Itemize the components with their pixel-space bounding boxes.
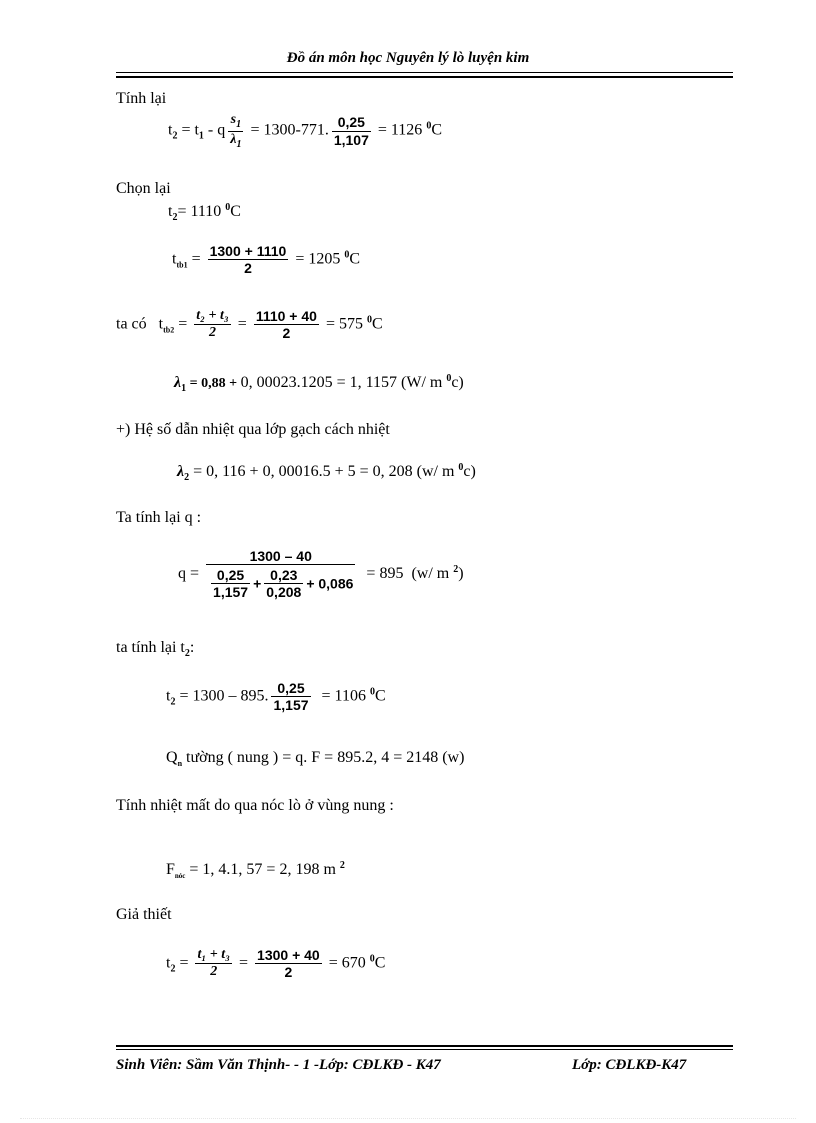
eq8-deg: 0 [369, 686, 375, 698]
eq3-b: = [187, 250, 205, 268]
eq1-g-den: 1,107 [333, 131, 369, 148]
eq8-b: = 1300 – 895. [175, 687, 269, 705]
eq11-t: t [166, 954, 171, 972]
eq11-deg: 0 [369, 953, 375, 965]
eq11-fraction-symbolic [195, 947, 232, 980]
eq3-frac-num: 1300 + 1110 [209, 243, 287, 259]
eq4-f2-den: 2 [282, 325, 291, 342]
eq11-f2-num: 1300 + 40 [257, 947, 320, 963]
eq2-deg: 0 [225, 202, 231, 213]
eq1-t-sub: 2 [172, 130, 178, 142]
eq4-t-sub: tb2 [163, 325, 175, 335]
eq1-c: - q [203, 121, 226, 139]
eq3-frac-den: 2 [244, 260, 252, 277]
l5-text: ta tính lại t [116, 639, 185, 656]
eq8-t: t [166, 687, 171, 705]
eq11-d: = 670 [324, 954, 370, 972]
eq5-c: 0, 00023.1205 = 1, 1157 (W/ m [240, 374, 447, 391]
eq8-t-sub: 2 [170, 696, 176, 708]
eq7-num: 1300 – 40 [206, 548, 355, 565]
eq7-b: = 895 (w/ m [358, 565, 454, 583]
eq4-fraction-values [254, 308, 319, 341]
eq7-fraction [206, 548, 355, 600]
eq7-plus2: + 0,086 [306, 575, 354, 592]
footer-right: Lớp: CĐLKĐ-K47 [572, 1057, 687, 1073]
eq7-d2-num: 0,23 [264, 567, 303, 584]
page-edge-dotted-line [20, 1118, 796, 1119]
footer-left: Sinh Viên: Sầm Văn Thịnh- - 1 -Lớp: CĐLKĐ - K47 [116, 1057, 441, 1073]
eq8-unit: C [374, 687, 386, 705]
eq1-fraction-values [332, 114, 371, 147]
eq6-lambda: λ [177, 463, 185, 480]
equation-ttb1 [172, 243, 360, 276]
eq11-fraction-values [255, 947, 322, 980]
page-header-title: Đồ án môn học Nguyên lý lò luyện kim [286, 50, 530, 66]
eq4-f2-num: 1110 + 40 [255, 308, 317, 324]
eq1-g-num: 0,25 [332, 114, 371, 131]
eq2-t: t [168, 203, 173, 220]
eq10-sq: 2 [339, 860, 345, 871]
text-ta-tinh-lai-q: Ta tính lại q : [116, 509, 202, 526]
equation-t2-recalc [166, 680, 386, 713]
equation-lambda1 [174, 373, 464, 394]
eq7-q: q = [178, 565, 204, 583]
equation-ttb2 [116, 308, 383, 341]
eq9-b: tường ( nung ) = q. F = 895.2, 4 = 2148 (w) [182, 749, 465, 766]
eq8-frac-den: 1,157 [273, 697, 309, 714]
eq2-b: = 1110 [177, 203, 226, 220]
eq7-d2-fraction [264, 567, 303, 600]
eq1-unit: C [431, 121, 442, 139]
eq1-frac-num-sub: 1 [236, 119, 242, 130]
eq11-f2-den: 2 [284, 964, 293, 981]
eq7-sq: 2 [453, 563, 459, 575]
eq11-t-sub: 2 [170, 963, 176, 975]
eq5-deg: 0 [446, 373, 452, 384]
eq6-deg: 0 [458, 462, 464, 473]
eq5-b: = 0,88 + [186, 376, 241, 391]
eq10-F: F [166, 861, 175, 878]
eq11-b: = [175, 954, 193, 972]
eq10-b: = 1, 4.1, 57 = 2, 198 m [185, 861, 340, 878]
eq2-t-sub: 2 [172, 212, 178, 223]
eq1-d: = 1300-771. [246, 121, 329, 139]
eq4-d: = 575 [321, 315, 367, 333]
eq4-b: = [174, 315, 192, 333]
eq8-fraction [271, 680, 310, 713]
eq5-lambda: λ [174, 374, 182, 391]
eq7-d2-den: 0,208 [266, 584, 302, 601]
eq3-t-sub: tb1 [176, 260, 188, 270]
equation-f-noc [166, 860, 345, 880]
eq1-b-sub: 1 [198, 130, 204, 142]
eq8-frac-num: 0,25 [271, 680, 310, 697]
eq1-frac-num: s [230, 112, 237, 127]
equation-q [178, 548, 464, 600]
eq4-c: = [233, 315, 251, 333]
equation-t2-assumed [166, 947, 385, 980]
eq1-fraction-s-lambda [228, 112, 243, 150]
eq7-plus1: + [253, 575, 262, 592]
eq4-deg: 0 [366, 314, 372, 326]
text-he-so-dan-nhiet: +) Hệ số dẫn nhiệt qua lớp gạch cách nhiệt [116, 421, 390, 438]
equation-lambda2 [177, 462, 476, 483]
eq5-lambda-sub: 1 [181, 383, 187, 394]
eq1-frac-den: λ [230, 131, 237, 147]
eq11-c: = [235, 954, 253, 972]
eq3-t: t [172, 250, 177, 268]
eq1-deg: 0 [426, 120, 432, 132]
eq7-d1-num: 0,25 [211, 567, 250, 584]
equation-t2-first [168, 112, 442, 150]
eq2-unit: C [230, 203, 241, 220]
eq6-lambda-sub: 2 [184, 472, 190, 483]
eq5-unit: c) [451, 374, 464, 391]
eq3-c: = 1205 [291, 250, 345, 268]
eq1-frac-den-sub: 1 [236, 138, 242, 150]
eq6-unit: c) [463, 463, 476, 480]
eq11-f1-num: t₁ + t₃ [195, 947, 232, 964]
text-chon-lai: Chọn lại [116, 180, 171, 197]
text-tinh-nhiet-mat: Tính nhiệt mất do qua nóc lò ở vùng nung : [116, 797, 394, 814]
eq7-unit: ) [458, 565, 464, 583]
eq4-fraction-symbolic [194, 308, 231, 341]
eq6-b: = 0, 116 + 0, 00016.5 + 5 = 0, 208 (w/ m [189, 463, 459, 480]
text-ta-tinh-lai-t2 [116, 639, 194, 659]
eq8-c: = 1106 [313, 687, 370, 705]
footer-rule-bottom [116, 1049, 733, 1050]
eq1-b: = t [177, 121, 199, 139]
eq3-deg: 0 [344, 249, 350, 261]
eq4-f1-num: t₂ + t₃ [194, 308, 231, 325]
header-rule-top [116, 72, 733, 73]
equation-t2-chosen [168, 202, 241, 223]
eq4-pre: ta có t [116, 315, 164, 333]
header-rule-bottom [116, 76, 733, 78]
text-gia-thiet: Giả thiết [116, 906, 172, 923]
eq11-f1-den: 2 [210, 964, 218, 980]
eq11-unit: C [374, 954, 386, 972]
l5-end: : [189, 639, 195, 656]
eq9-Q: Q [166, 749, 178, 766]
eq9-Q-sub: n [177, 759, 183, 768]
eq3-unit: C [349, 250, 361, 268]
text-tinh-lai: Tính lại [116, 90, 167, 107]
eq1-t: t [168, 121, 173, 139]
footer-rule-top [116, 1045, 733, 1047]
l5-sub: 2 [184, 648, 190, 659]
eq4-f1-den: 2 [209, 325, 217, 341]
eq4-unit: C [371, 315, 383, 333]
eq10-F-sub: nóc [174, 872, 186, 880]
eq3-fraction [208, 243, 289, 276]
eq7-d1-fraction [211, 567, 250, 600]
equation-q-tuong [166, 749, 464, 768]
eq7-d1-den: 1,157 [213, 584, 249, 601]
eq1-e: = 1126 [373, 121, 427, 139]
